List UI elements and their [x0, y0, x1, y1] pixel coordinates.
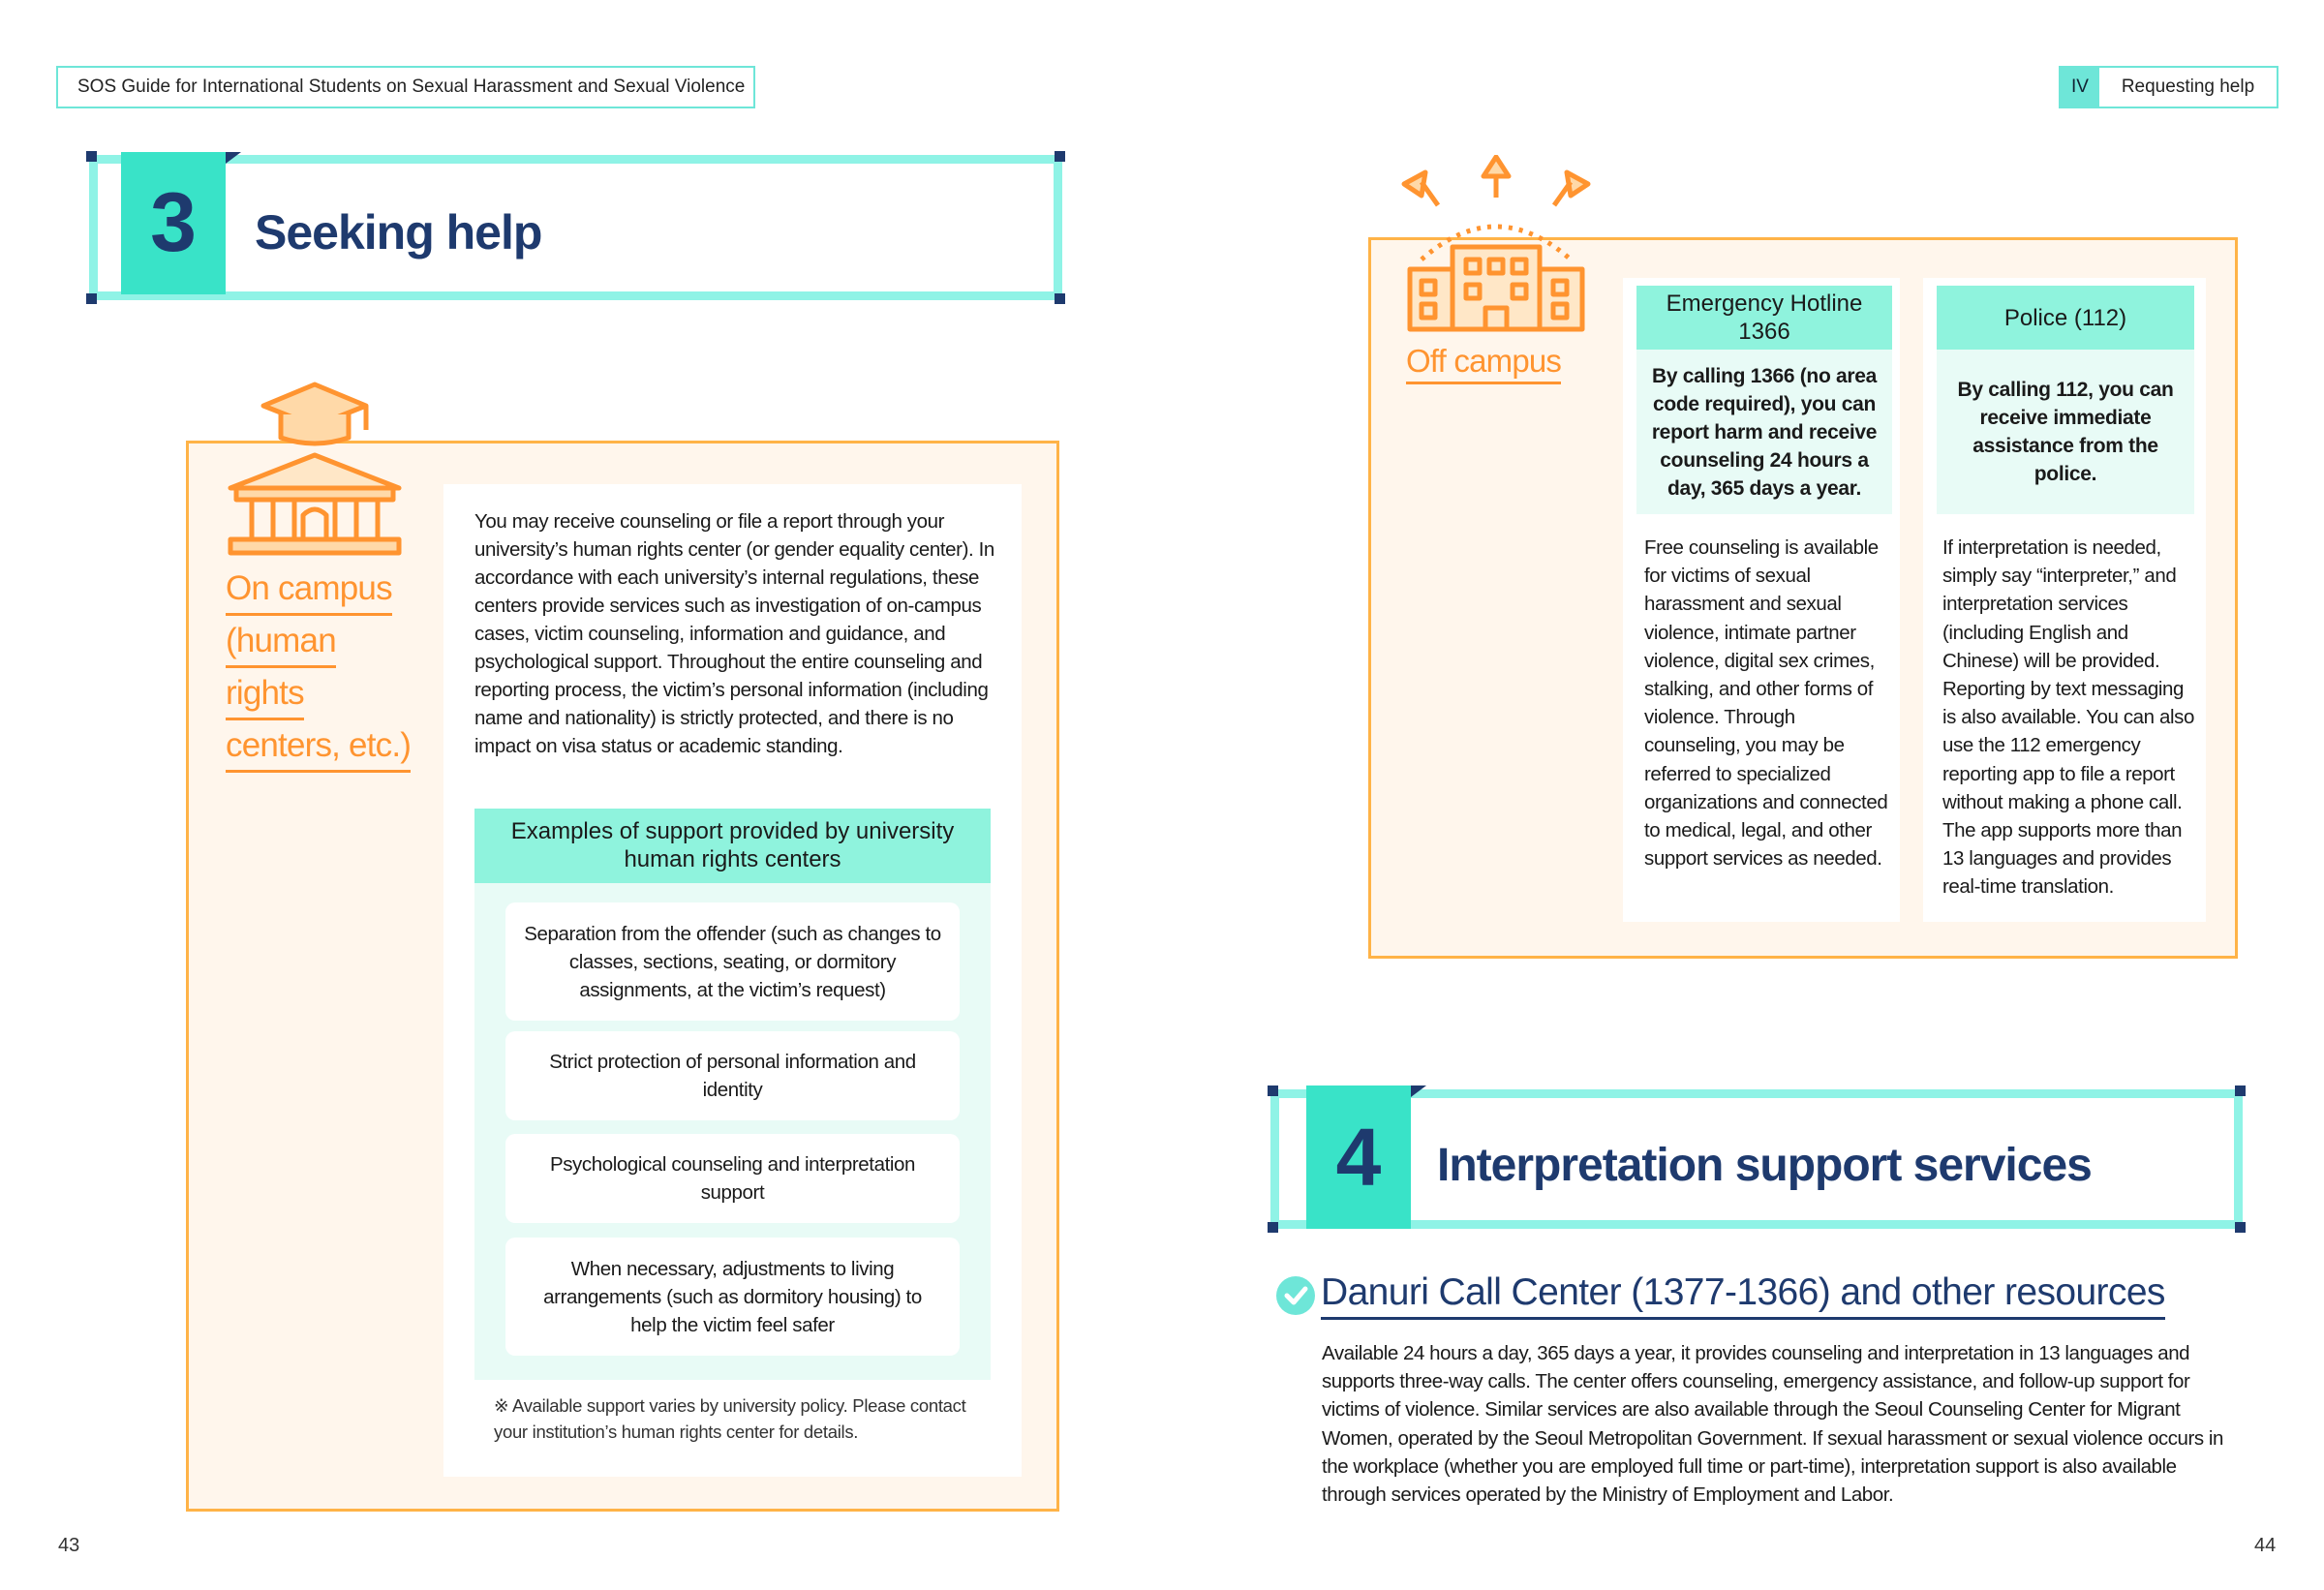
example-item: When necessary, adjustments to living arrangements (such as dormitory housing) to help the victim feel safer — [505, 1238, 960, 1356]
page-number-right: 44 — [2254, 1535, 2277, 1556]
example-item: Strict protection of personal information and identity — [505, 1031, 960, 1120]
running-header-left: SOS Guide for International Students on Sexual Harassment and Sexual Violence — [56, 66, 755, 108]
on-campus-label-line: On campus — [226, 564, 392, 616]
examples-heading: Examples of support provided by university human rights centers — [474, 809, 991, 883]
running-header-right — [2059, 66, 2278, 108]
on-campus-label-line: (human — [226, 616, 336, 668]
university-building-icon — [223, 380, 407, 559]
police-header: Police (112) — [1937, 286, 2194, 350]
off-campus-label: Off campus — [1406, 343, 1561, 384]
section-4-subheading — [1276, 1269, 2235, 1319]
section-4-number: 4 — [1306, 1085, 1411, 1229]
page-number-left: 43 — [58, 1535, 80, 1556]
on-campus-label-line: rights — [226, 668, 304, 720]
subheading-text: Danuri Call Center (1377-1366) and other resources — [1321, 1269, 2165, 1320]
section-4-title: Interpretation support services — [1437, 1140, 2092, 1191]
city-building-icon — [1394, 155, 1598, 339]
police-body: If interpretation is needed, simply say “interpreter,” and interpretation services (including English and Chinese) will be provided. Reporting by text messaging is also available. You can also use the 112 emergency reporting app to file a report without making a phone call. The app supports more than 13 languages and provides real-time translation. — [1942, 536, 2194, 899]
section-3-banner — [89, 155, 1062, 300]
footnote: ※ Available support varies by university policy. Please contact your institution’s human rights center for details. — [494, 1395, 966, 1442]
chapter-number: IV — [2061, 68, 2099, 107]
example-item: Psychological counseling and interpretation support — [505, 1134, 960, 1223]
hotline-header: Emergency Hotline 1366 — [1636, 286, 1892, 350]
on-campus-description: You may receive counseling or file a report through your university’s human rights center (or gender equality center). In accordance with each university’s internal regulations, these centers provide services such as investigation of on-campus cases, victim counseling, information and guidance, and psychological support. Throughout the entire counseling and reporting process, the victim’s personal information (including name and nationality) is strictly protected, and there is no impact on visa status or academic standing. — [474, 510, 994, 757]
hotline-highlight: By calling 1366 (no area code required), you can report harm and receive counseling 24 hours a day, 365 days a year. — [1636, 350, 1892, 514]
checkmark-icon — [1276, 1276, 1315, 1315]
section-4-banner — [1270, 1089, 2243, 1229]
section-4-body: Available 24 hours a day, 365 days a year, it provides counseling and interpretation in 13 languages and supports three-way calls. The center offers counseling, emergency assistance, and follow-up support for victims of violence. Similar services are also available through the Seoul Counseling Center for Migrant Women, operated by the Seoul Metropolitan Government. If sexual harassment or sexual violence occurs in the workplace (whether you are employed full time or part-time), interpretation support is also available through services operated by the Ministry of Employment and Labor. — [1322, 1342, 2223, 1507]
police-highlight: By calling 112, you can receive immediate assistance from the police. — [1937, 350, 2194, 514]
chapter-title: Requesting help — [2121, 76, 2255, 97]
hotline-body: Free counseling is available for victims of sexual harassment and sexual violence, intimate partner violence, digital sex crimes, stalking, and other forms of violence. Through counseling, you may be referred to specialized organizations and connected to medical, legal, and other support services as needed. — [1644, 536, 1888, 871]
example-item: Separation from the offender (such as changes to classes, sections, seating, or dormitory assignments, at the victim’s request) — [505, 902, 960, 1021]
section-3-title: Seeking help — [255, 205, 542, 260]
on-campus-label-line: centers, etc.) — [226, 720, 411, 773]
on-campus-label — [226, 564, 429, 773]
section-3-number: 3 — [121, 152, 226, 294]
